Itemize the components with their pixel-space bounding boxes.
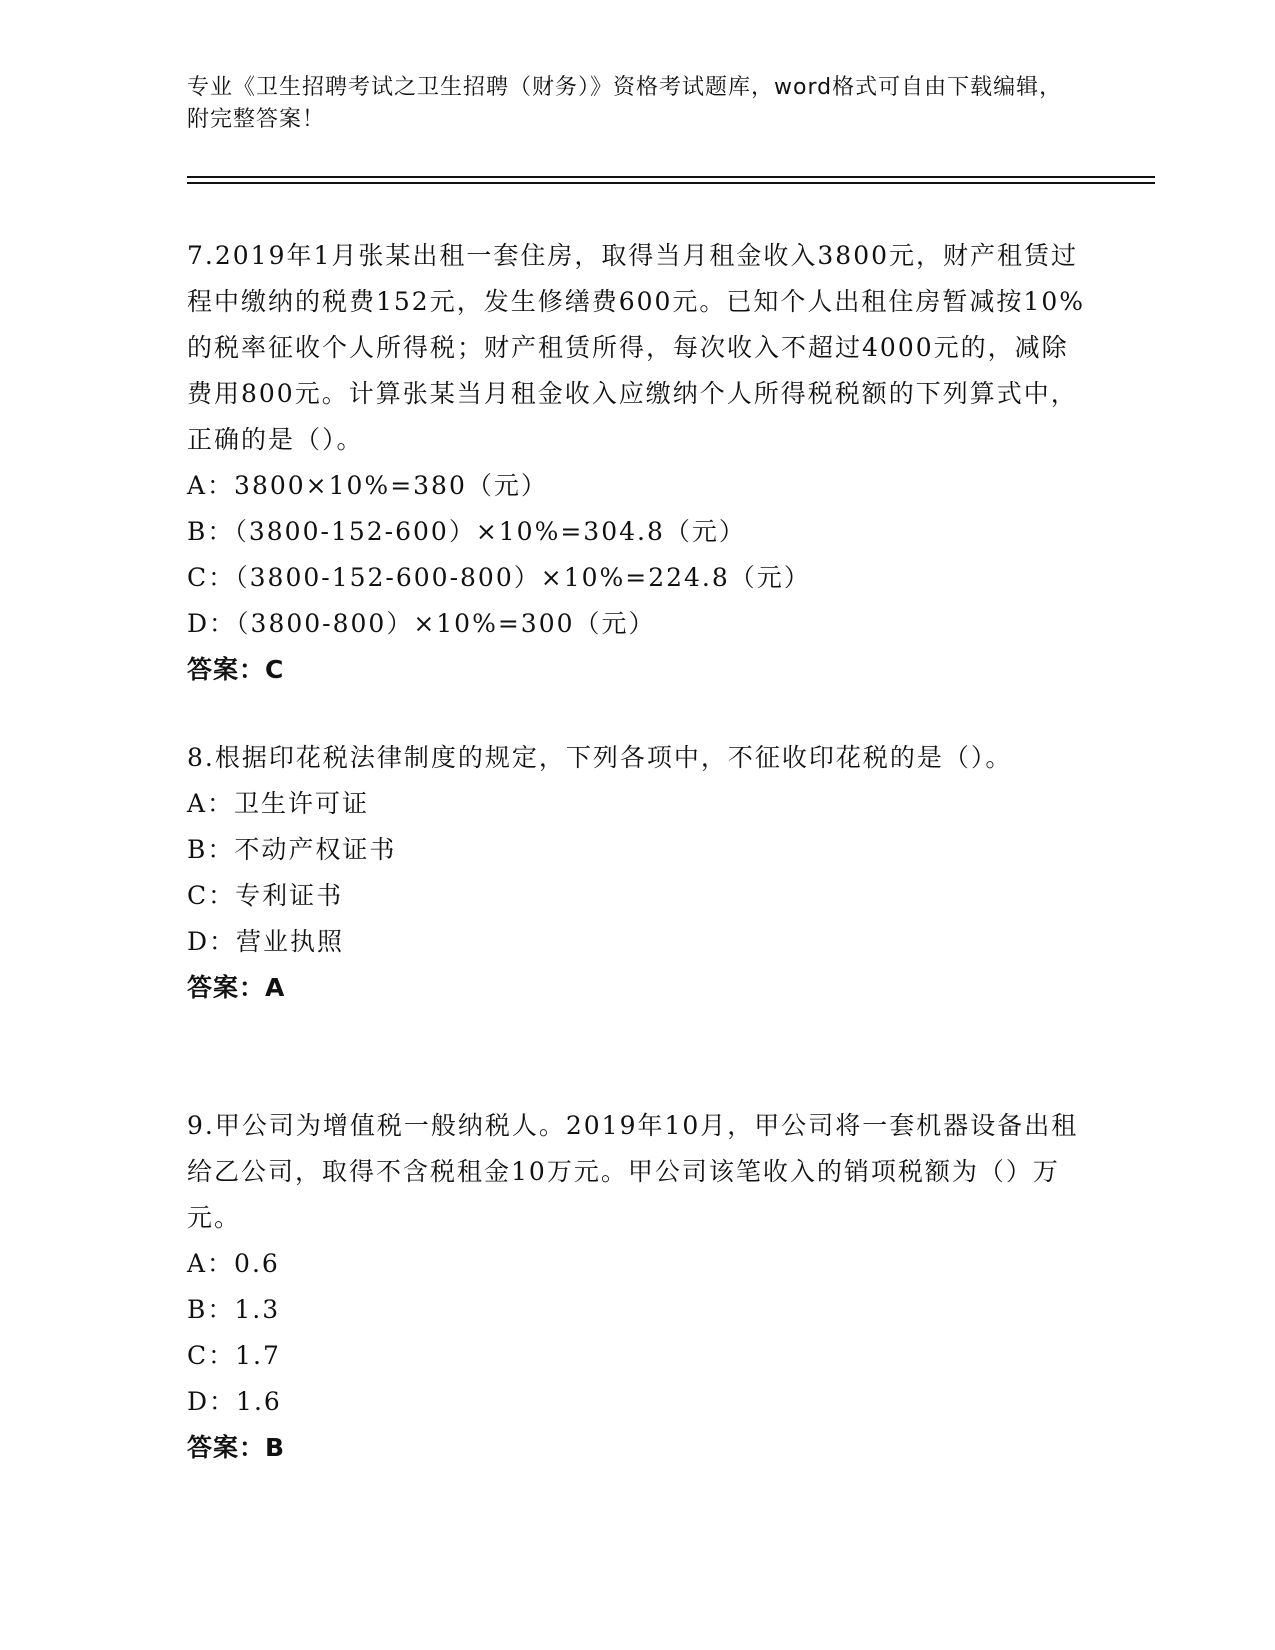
answer-line: 答案：C <box>187 655 285 684</box>
question-stem: 7.2019年1月张某出租一套住房，取得当月租金收入3800元，财产租赁过程中缴纳的税费152元，发生修缮费600元。已知个人出租住房暂减按10%的税率征收个人所得税；财产租赁所得，每次收入不超过4000元的，减除费用800元。计算张某当月租金收入应缴纳个人所得税税额的下列算式中，正确的是（）。 <box>187 241 1086 454</box>
header-divider-bottom <box>187 182 1155 184</box>
option-a: A：0.6 <box>187 1249 280 1278</box>
option-c: C：1.7 <box>187 1341 281 1370</box>
option-c: C：（3800-152-600-800）×10%=224.8（元） <box>187 563 811 592</box>
question-8 <box>187 735 1087 1011</box>
question-9 <box>187 1103 1087 1471</box>
option-c: C：专利证书 <box>187 881 344 910</box>
question-stem: 9.甲公司为增值税一般纳税人。2019年10月，甲公司将一套机器设备出租给乙公司，取得不含税租金10万元。甲公司该笔收入的销项税额为（）万元。 <box>187 1111 1079 1232</box>
document-header: 专业《卫生招聘考试之卫生招聘（财务）》资格考试题库，word格式可自由下载编辑，附完整答案！ <box>187 75 1063 132</box>
question-stem: 8.根据印花税法律制度的规定，下列各项中，不征收印花税的是（）。 <box>187 743 1013 772</box>
option-a: A：3800×10%=380（元） <box>187 471 548 500</box>
answer-line: 答案：B <box>187 1433 286 1462</box>
question-7 <box>187 233 1087 693</box>
option-b: B：1.3 <box>187 1295 281 1324</box>
option-d: D：1.6 <box>187 1387 282 1416</box>
option-d: D：（3800-800）×10%=300（元） <box>187 609 656 638</box>
option-b: B：不动产权证书 <box>187 835 397 864</box>
option-b: B：（3800-152-600）×10%=304.8（元） <box>187 517 746 546</box>
header-divider-top <box>187 176 1155 178</box>
answer-line: 答案：A <box>187 973 286 1002</box>
option-a: A：卫生许可证 <box>187 789 370 818</box>
option-d: D：营业执照 <box>187 927 345 956</box>
